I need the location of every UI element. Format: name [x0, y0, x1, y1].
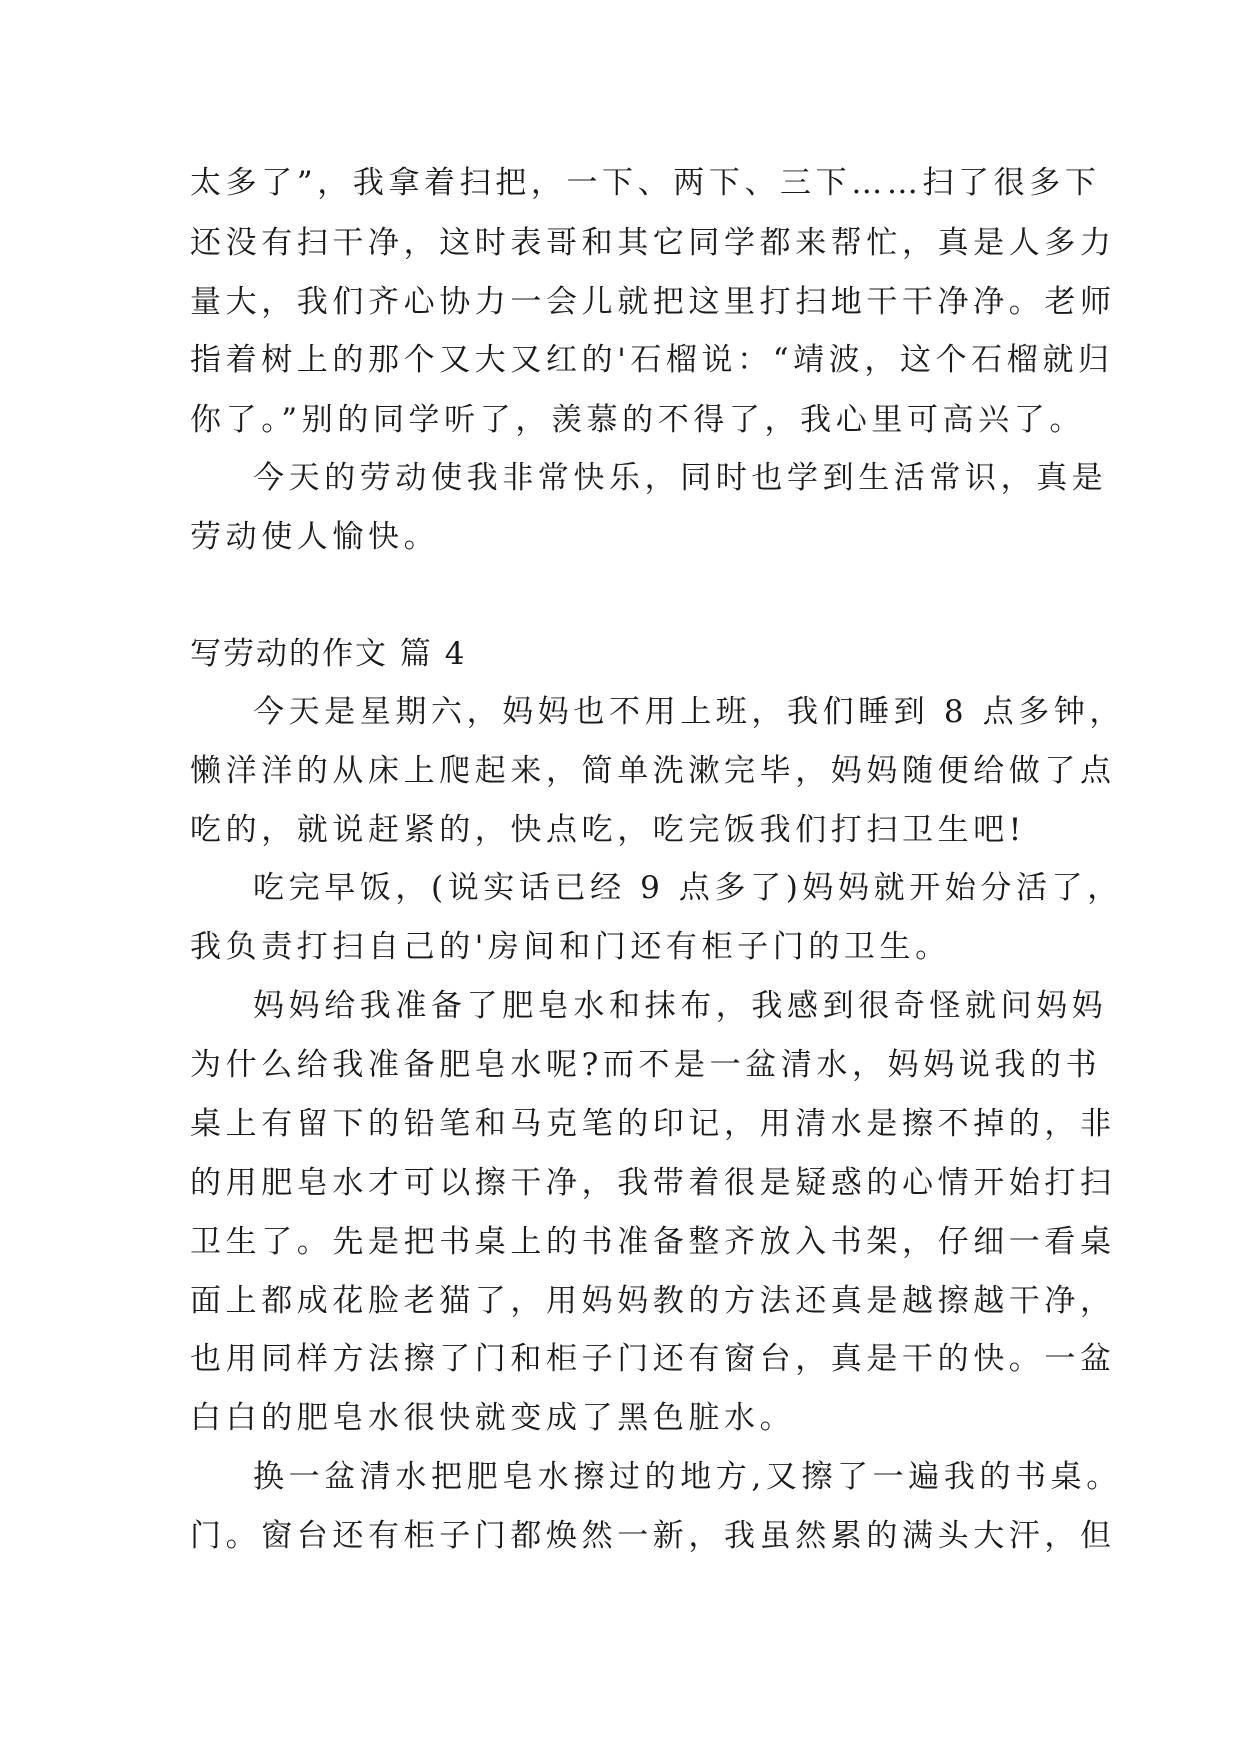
paragraph-line: 妈妈给我准备了肥皂水和抹布，我感到很奇怪就问妈妈	[253, 988, 1108, 1024]
paragraph-line: 劳动使人愉快。	[190, 519, 440, 555]
paragraph-line: 白白的肥皂水很快就变成了黑色脏水。	[190, 1400, 796, 1436]
paragraph-line: 卫生了。先是把书桌上的书准备整齐放入书架，仔细一看桌	[190, 1224, 1116, 1260]
paragraph-line: 太多了”，我拿着扫把，一下、两下、三下……扫了很多下	[190, 165, 1101, 201]
paragraph-line: 今天的劳动使我非常快乐，同时也学到生活常识，真是	[253, 460, 1108, 496]
paragraph-line: 也用同样方法擦了门和柜子门还有窗台，真是干的快。一盆	[190, 1341, 1116, 1377]
paragraph-line: 吃的，就说赶紧的，快点吃，吃完饭我们打扫卫生吧!	[190, 812, 1026, 848]
paragraph-line: 我负责打扫自己的'房间和门还有柜子门的卫生。	[190, 929, 951, 965]
paragraph-line: 懒洋洋的从床上爬起来，简单洗漱完毕，妈妈随便给做了点	[190, 753, 1116, 789]
paragraph-line: 你了。”别的同学听了，羡慕的不得了，我心里可高兴了。	[190, 402, 1085, 438]
paragraph-line: 还没有扫干净，这时表哥和其它同学都来帮忙，真是人多力	[190, 225, 1116, 261]
paragraph-line: 为什么给我准备肥皂水呢?而不是一盆清水，妈妈说我的书	[190, 1047, 1102, 1083]
paragraph-line: 吃完早饭，(说实话已经 9 点多了)妈妈就开始分活了，	[253, 870, 1123, 906]
paragraph-line: 换一盆清水把肥皂水擦过的地方,又擦了一遍我的书桌。	[253, 1459, 1122, 1495]
paragraph-line: 桌上有留下的铅笔和马克笔的印记，用清水是擦不掉的，非	[190, 1106, 1116, 1142]
section-heading: 写劳动的作文 篇 4	[190, 636, 467, 672]
paragraph-line: 指着树上的那个又大又红的'石榴说：“靖波，这个石榴就归	[190, 342, 1114, 378]
paragraph-line: 量大，我们齐心协力一会儿就把这里打扫地干干净净。老师	[190, 284, 1116, 320]
paragraph-line: 门。窗台还有柜子门都焕然一新，我虽然累的满头大汗，但	[190, 1518, 1116, 1554]
paragraph-line: 面上都成花脸老猫了，用妈妈教的方法还真是越擦越干净，	[190, 1283, 1116, 1319]
paragraph-line: 今天是星期六，妈妈也不用上班，我们睡到 8 点多钟，	[253, 694, 1126, 730]
paragraph-line: 的用肥皂水才可以擦干净，我带着很是疑惑的心情开始打扫	[190, 1165, 1116, 1201]
